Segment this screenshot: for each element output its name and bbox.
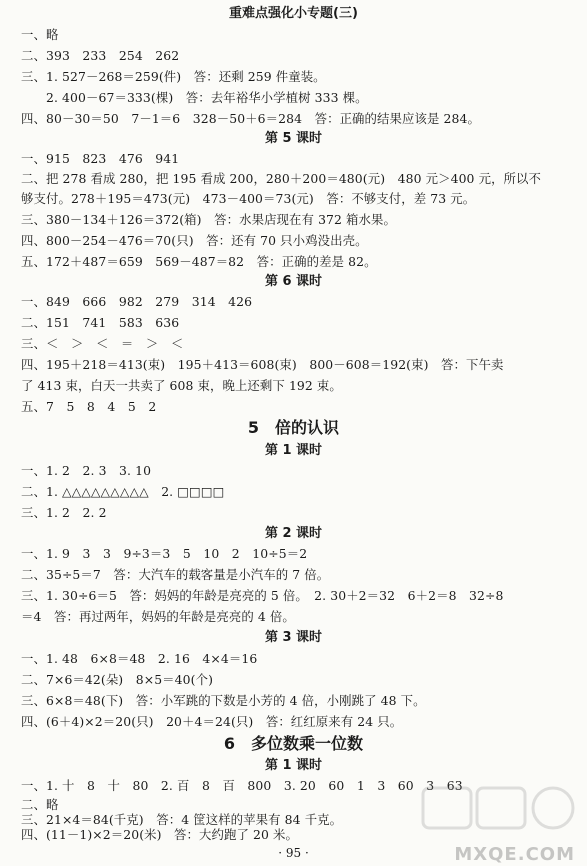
answer-line: 四、195＋218＝413(束) 195＋413＝608(束) 800－608＝192(束) 答：下午卖 <box>21 357 504 372</box>
answer-line: 四、800－254－476＝70(只) 答：还有 70 只小鸡没出壳。 <box>21 233 368 248</box>
answer-line: 三、1. 527－268＝259(件) 答：还剩 259 件童装。 <box>21 69 326 84</box>
answer-line: 三、380－134＋126＝372(箱) 答：水果店现在有 372 箱水果。 <box>21 212 397 227</box>
unit-title: 5 倍的认识 <box>247 418 340 437</box>
answer-line: 三、1. 30÷6＝5 答：妈妈的年龄是亮亮的 5 倍。 2. 30＋2＝32 6＋2＝8 32÷8 <box>21 588 504 603</box>
section-title: 重难点强化小专题(三) <box>229 6 358 21</box>
lesson-heading: 第 3 课时 <box>264 630 323 645</box>
answer-line: 2. 400－67＝333(棵) 答：去年裕华小学植树 333 棵。 <box>21 90 368 105</box>
answer-line: 二、393 233 254 262 <box>21 48 180 63</box>
answer-line: 四、80－30＝50 7－1＝6 328－50＋6＝284 答：正确的结果应该是 284。 <box>21 111 480 126</box>
answer-line: 五、7 5 8 4 5 2 <box>21 399 157 414</box>
answer-line: 一、1. 十 8 十 80 2. 百 8 百 800 3. 20 60 1 3 60 3 63 <box>21 778 463 793</box>
answer-line: 二、1. △△△△△△△△△ 2. □□□□ <box>21 484 225 499</box>
answer-line: 三、＜ ＞ ＜ ＝ ＞ ＜ <box>21 336 184 351</box>
answer-line: 一、1. 48 6×8＝48 2. 16 4×4＝16 <box>21 651 258 666</box>
watermark-text: MXQE.COM <box>454 844 575 865</box>
lesson-heading: 第 1 课时 <box>264 758 323 773</box>
answer-line: 二、7×6＝42(朵) 8×5＝40(个) <box>21 672 214 687</box>
answer-line: 一、849 666 982 279 314 426 <box>21 294 253 309</box>
answer-line: 够支付。278＋195＝473(元) 473－400＝73(元) 答：不够支付，差 73 元。 <box>21 191 476 206</box>
answer-line: 四、(6＋4)×2＝20(只) 20＋4＝24(只) 答：红红原来有 24 只。 <box>21 714 403 729</box>
answer-line: 二、151 741 583 636 <box>21 315 180 330</box>
lesson-heading: 第 5 课时 <box>264 131 323 146</box>
answer-line: 四、(11－1)×2＝20(米) 答：大约跑了 20 米。 <box>21 827 299 842</box>
page-number: · 95 · <box>278 846 309 860</box>
answer-line: 二、35÷5＝7 答：大汽车的载客量是小汽车的 7 倍。 <box>21 567 330 582</box>
lesson-heading: 第 1 课时 <box>264 443 323 458</box>
answer-line: 二、把 278 看成 280，把 195 看成 200，280＋200＝480(元) 480 元＞400 元，所以不 <box>21 171 542 186</box>
unit-title: 6 多位数乘一位数 <box>223 734 364 753</box>
answer-line: 三、6×8＝48(下) 答：小军跳的下数是小芳的 4 倍，小刚跳了 48 下。 <box>21 693 426 708</box>
answer-line: 三、1. 2 2. 2 <box>21 505 107 520</box>
lesson-heading: 第 6 课时 <box>264 274 323 289</box>
answer-line: 一、1. 2 2. 3 3. 10 <box>21 463 152 478</box>
answer-line: 一、915 823 476 941 <box>21 151 180 166</box>
answer-line: 一、1. 9 3 3 9÷3＝3 5 10 2 10÷5＝2 <box>21 546 308 561</box>
answer-line: 五、172＋487＝659 569－487＝82 答：正确的差是 82。 <box>21 254 377 269</box>
answer-line: 了 413 束，白天一共卖了 608 束，晚上还剩下 192 束。 <box>21 378 342 393</box>
answer-line: 二、略 <box>21 797 59 812</box>
answer-line: 一、略 <box>21 27 59 42</box>
answer-line: 三、21×4＝84(千克) 答：4 筐这样的苹果有 84 千克。 <box>21 812 343 827</box>
lesson-heading: 第 2 课时 <box>264 526 323 541</box>
answer-line: ＝4 答：再过两年，妈妈的年龄是亮亮的 4 倍。 <box>21 609 295 624</box>
